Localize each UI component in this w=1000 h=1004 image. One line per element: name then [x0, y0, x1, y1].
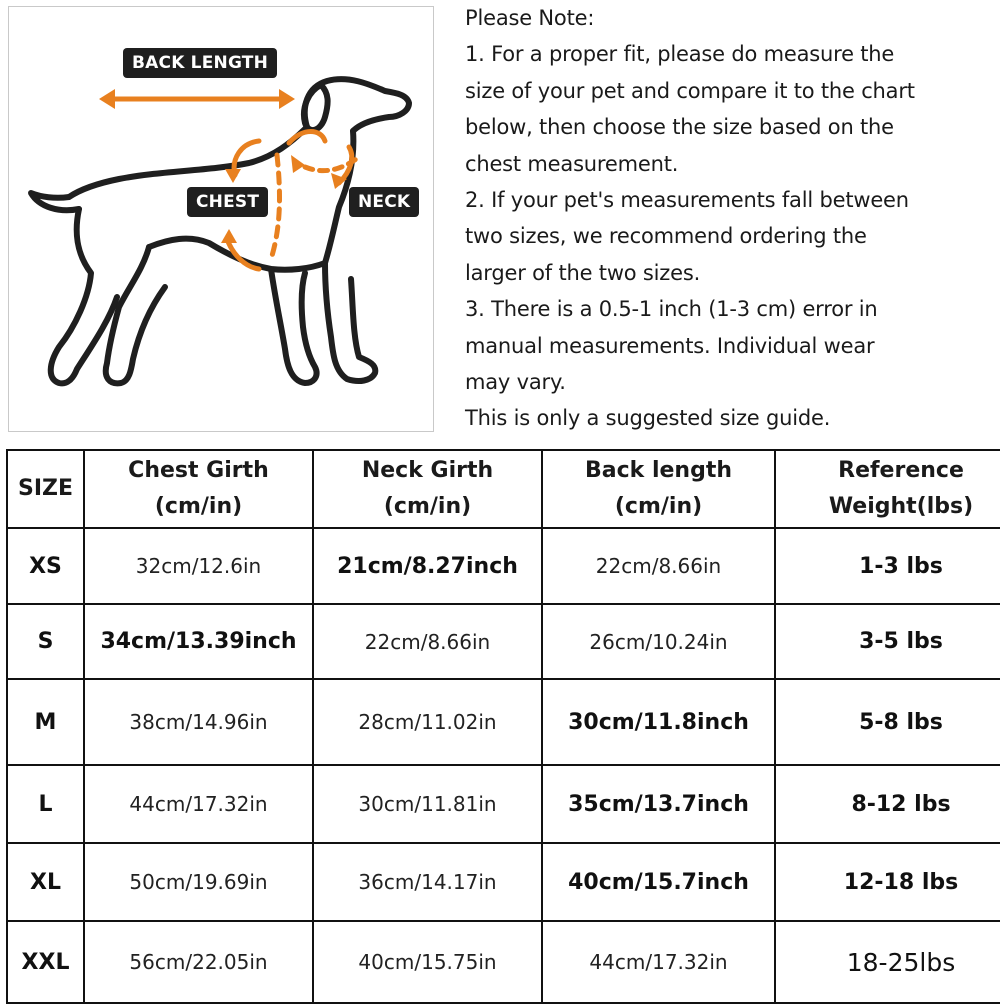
- chest-cell: 50cm/19.69in: [84, 843, 313, 921]
- back-cell: 40cm/15.7inch: [542, 843, 775, 921]
- notes-line: may vary.: [465, 370, 566, 395]
- table-row: [7, 921, 1000, 1003]
- chest-cell: 44cm/17.32in: [84, 765, 313, 843]
- notes-line: size of your pet and compare it to the chart: [465, 78, 915, 103]
- table-row: [7, 843, 1000, 921]
- size-cell: XS: [7, 528, 84, 604]
- weight-cell: 18-25lbs: [775, 921, 1000, 1003]
- table-row: [7, 528, 1000, 604]
- chest-label: CHEST: [187, 187, 268, 217]
- size-chart-table: [6, 449, 1000, 1004]
- header-chest-girth: Chest Girth (cm/in): [84, 450, 313, 528]
- back-cell: 30cm/11.8inch: [542, 679, 775, 765]
- neck-cell: 22cm/8.66in: [313, 604, 542, 679]
- notes-line: 1. For a proper fit, please do measure the: [465, 42, 895, 67]
- notes-line: larger of the two sizes.: [465, 260, 701, 285]
- notes-line: manual measurements. Individual wear: [465, 333, 875, 358]
- size-cell: XL: [7, 843, 84, 921]
- chest-cell: 32cm/12.6in: [84, 528, 313, 604]
- notes-line: chest measurement.: [465, 151, 679, 176]
- chest-cell: 34cm/13.39inch: [84, 604, 313, 679]
- please-note-section: [465, 0, 995, 437]
- notes-line: 3. There is a 0.5-1 inch (1-3 cm) error in: [465, 297, 878, 322]
- table-row: [7, 765, 1000, 843]
- back-cell: 35cm/13.7inch: [542, 765, 775, 843]
- header-size: SIZE: [7, 450, 84, 528]
- chest-cell: 56cm/22.05in: [84, 921, 313, 1003]
- header-reference-weight: Reference Weight(lbs): [775, 450, 1000, 528]
- dog-measurement-illustration: [8, 6, 434, 432]
- chest-cell: 38cm/14.96in: [84, 679, 313, 765]
- weight-cell: 1-3 lbs: [775, 528, 1000, 604]
- header-back-length: Back length (cm/in): [542, 450, 775, 528]
- size-cell: M: [7, 679, 84, 765]
- weight-cell: 5-8 lbs: [775, 679, 1000, 765]
- notes-line: two sizes, we recommend ordering the: [465, 224, 867, 249]
- neck-cell: 28cm/11.02in: [313, 679, 542, 765]
- weight-cell: 3-5 lbs: [775, 604, 1000, 679]
- table-header-row: [7, 450, 1000, 528]
- size-cell: S: [7, 604, 84, 679]
- back-cell: 44cm/17.32in: [542, 921, 775, 1003]
- notes-line: 2. If your pet's measurements fall between: [465, 188, 909, 213]
- size-cell: L: [7, 765, 84, 843]
- size-cell: XXL: [7, 921, 84, 1003]
- weight-cell: 8-12 lbs: [775, 765, 1000, 843]
- notes-line: below, then choose the size based on the: [465, 115, 894, 140]
- notes-line: This is only a suggested size guide.: [465, 406, 831, 431]
- table-row: [7, 679, 1000, 765]
- table-row: [7, 604, 1000, 679]
- back-cell: 26cm/10.24in: [542, 604, 775, 679]
- neck-cell: 40cm/15.75in: [313, 921, 542, 1003]
- neck-label: NECK: [349, 187, 419, 217]
- header-neck-girth: Neck Girth (cm/in): [313, 450, 542, 528]
- notes-title: Please Note:: [465, 6, 595, 30]
- neck-cell: 21cm/8.27inch: [313, 528, 542, 604]
- back-length-label: BACK LENGTH: [123, 48, 277, 78]
- back-cell: 22cm/8.66in: [542, 528, 775, 604]
- weight-cell: 12-18 lbs: [775, 843, 1000, 921]
- neck-cell: 30cm/11.81in: [313, 765, 542, 843]
- neck-cell: 36cm/14.17in: [313, 843, 542, 921]
